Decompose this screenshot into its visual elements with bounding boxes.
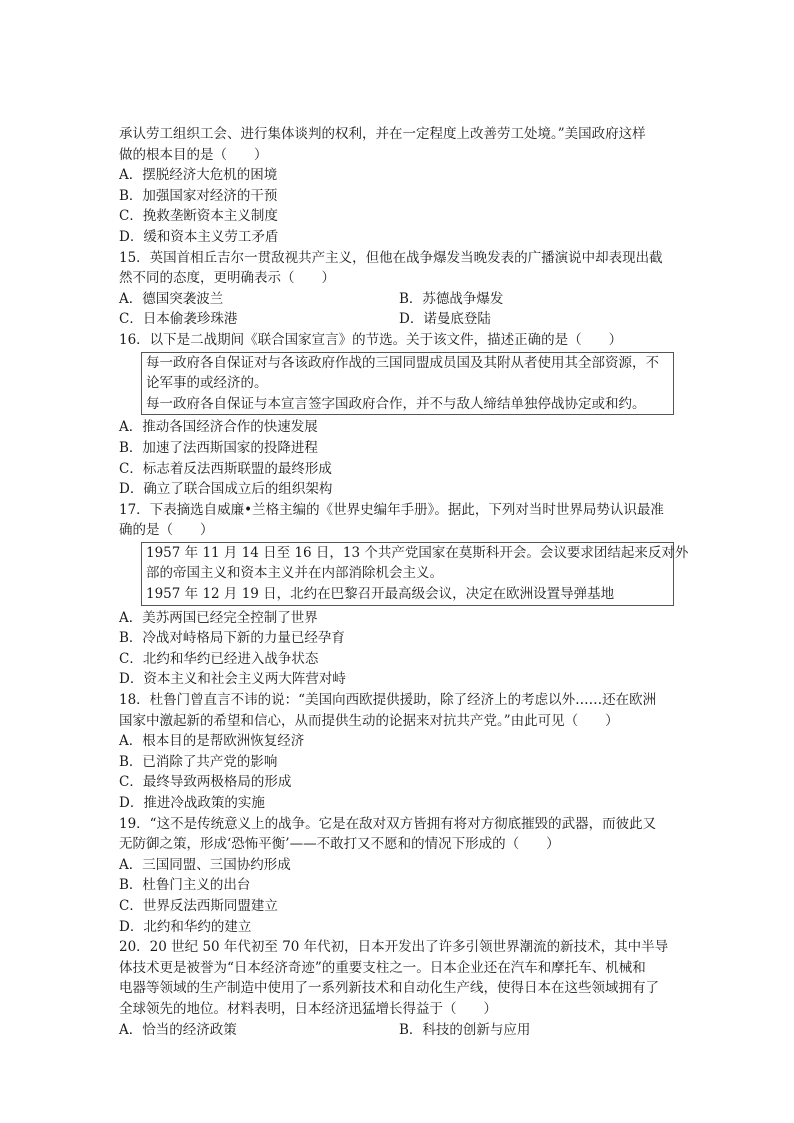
excerpt-line: 1957 年 12 月 19 日，北约在巴黎召开最高级会议，决定在欧洲设置导弹基地 bbox=[146, 586, 615, 603]
option-b: B．苏德战争爆发 bbox=[399, 290, 504, 307]
question-stem-line: 做的根本目的是（ ） bbox=[119, 146, 268, 163]
question-stem-line: 17．下表摘选自威廉•兰格主编的《世界史编年手册》。据此，下列对当时世界局势认识最准 bbox=[119, 501, 664, 518]
option-a: A．德国突袭波兰 bbox=[119, 290, 224, 307]
exam-page bbox=[119, 124, 689, 1040]
question-stem-line: 确的是（ ） bbox=[119, 522, 214, 539]
option-row bbox=[119, 289, 679, 310]
excerpt-line: 每一政府各自保证与本宣言签字国政府合作，并不与敌人缔结单独停战协定或和约。 bbox=[146, 395, 646, 412]
option-d: D．诺曼底登陆 bbox=[399, 311, 491, 328]
source-excerpt-box bbox=[141, 352, 674, 416]
question-stem-line: 然不同的态度，更明确表示（ ） bbox=[119, 270, 335, 287]
option-a: A．摆脱经济大危机的困境 bbox=[119, 167, 278, 184]
option-d: D．资本主义和社会主义两大阵营对峙 bbox=[119, 671, 346, 688]
question-14 bbox=[119, 124, 679, 248]
question-stem-line: 18．杜鲁门曾直言不讳的说：“美国向西欧提供援助，除了经济上的考虑以外……还在欧洲 bbox=[119, 692, 657, 709]
excerpt-line: 每一政府各自保证对与各该政府作战的三国同盟成员国及其附从者使用其全部资源，不 bbox=[146, 354, 659, 371]
question-stem-line: 体技术更是被誉为“日本经济奇迹”的重要支柱之一。日本企业还在汽车和摩托车、机械和 bbox=[119, 959, 646, 976]
excerpt-line: 1957 年 11 月 14 日至 16 日，13 个共产党国家在莫斯科开会。会议要求团结起来反对外 bbox=[146, 544, 689, 561]
option-d: D．北约和华约的建立 bbox=[119, 918, 252, 935]
option-b: B．科技的创新与应用 bbox=[399, 1021, 531, 1038]
question-19 bbox=[119, 814, 679, 938]
question-stem-line: 16．以下是二战期间《联合国家宣言》的节选。关于该文件，描述正确的是（ ） bbox=[119, 331, 623, 348]
source-excerpt-box bbox=[141, 542, 689, 606]
question-16 bbox=[119, 330, 679, 500]
option-b: B．杜鲁门主义的出台 bbox=[119, 877, 251, 894]
option-c: C．世界反法西斯同盟建立 bbox=[119, 897, 278, 914]
option-a: A．美苏两国已经完全控制了世界 bbox=[119, 609, 318, 626]
option-c: C．最终导致两极格局的形成 bbox=[119, 774, 292, 791]
option-row bbox=[119, 309, 679, 330]
option-b: B．加强国家对经济的干预 bbox=[119, 187, 278, 204]
question-stem-line: 15．英国首相丘吉尔一贯敌视共产主义，但他在战争爆发当晚发表的广播演说中却表现出截 bbox=[119, 249, 663, 266]
option-c: C．北约和华约已经进入战争状态 bbox=[119, 650, 319, 667]
option-b: B．加速了法西斯国家的投降进程 bbox=[119, 439, 318, 456]
question-17 bbox=[119, 500, 689, 690]
question-stem-line: 承认劳工组织工会、进行集体谈判的权利，并在一定程度上改善劳工处境。”美国政府这样 bbox=[119, 126, 646, 142]
question-stem-line: 20．20 世纪 50 年代初至 70 年代初，日本开发出了许多引领世界潮流的新技术，其中半导 bbox=[119, 939, 669, 956]
option-b: B．已消除了共产党的影响 bbox=[119, 753, 278, 770]
option-b: B．冷战对峙格局下新的力量已经孕育 bbox=[119, 630, 345, 647]
option-a: A．三国同盟、三国协约形成 bbox=[119, 856, 291, 873]
question-20 bbox=[119, 937, 679, 1040]
option-d: D．推进冷战政策的实施 bbox=[119, 795, 265, 811]
excerpt-line: 论军事的或经济的。 bbox=[146, 375, 268, 392]
option-a: A．根本目的是帮欧洲恢复经济 bbox=[119, 733, 305, 750]
option-d: D．确立了联合国成立后的组织架构 bbox=[119, 481, 333, 498]
question-18 bbox=[119, 690, 679, 814]
option-row bbox=[119, 1020, 679, 1041]
question-stem-line: 19．“这不是传统意义上的战争。它是在敌对双方皆拥有将对方彻底摧毁的武器，而彼此又 bbox=[119, 815, 657, 832]
question-stem-line: 全球领先的地位。材料表明，日本经济迅猛增长得益于（ ） bbox=[119, 1000, 497, 1017]
excerpt-line: 部的帝国主义和资本主义并在内部消除机会主义。 bbox=[146, 565, 443, 582]
question-stem-line: 电器等领域的生产制造中使用了一系列新技术和自动化生产线，使得日本在这些领域拥有了 bbox=[119, 980, 659, 997]
question-15 bbox=[119, 248, 679, 330]
option-c: C．日本偷袭珍珠港 bbox=[119, 311, 238, 328]
option-c: C．标志着反法西斯联盟的最终形成 bbox=[119, 460, 332, 477]
option-d: D．缓和资本主义劳工矛盾 bbox=[119, 228, 279, 245]
question-stem-line: 国家中激起新的希望和信心，从而提供生动的论据来对抗共产党。”由此可见（ ） bbox=[119, 712, 619, 729]
question-stem-line: 无防御之策，形成‘恐怖平衡’——不敢打又不愿和的情况下形成的（ ） bbox=[119, 836, 560, 853]
option-a: A．推动各国经济合作的快速发展 bbox=[119, 419, 318, 436]
option-a: A．恰当的经济政策 bbox=[119, 1021, 237, 1038]
option-c: C．挽救垄断资本主义制度 bbox=[119, 208, 278, 225]
